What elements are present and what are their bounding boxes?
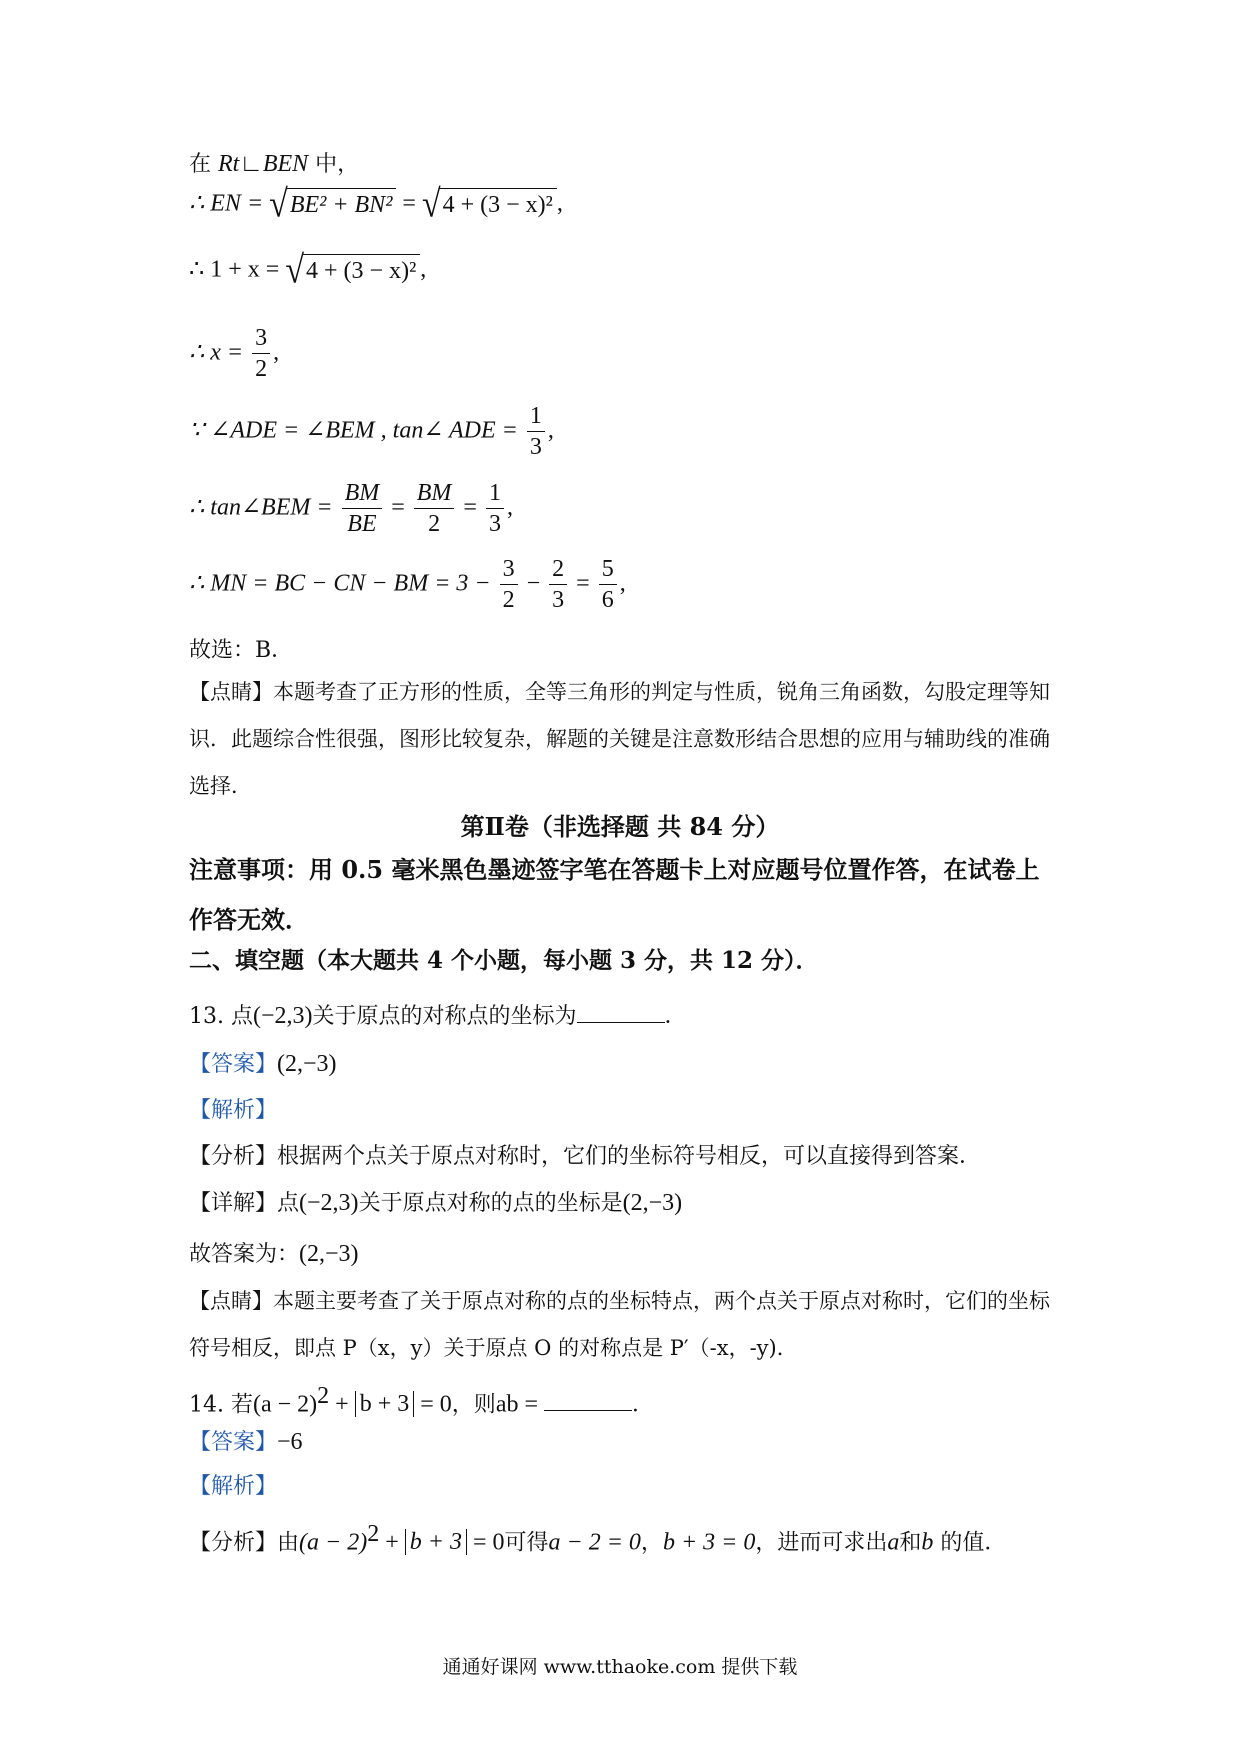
question-number: 13. 点 (189, 1004, 253, 1029)
math-exponent: 2 (367, 1521, 380, 1547)
absolute-value: b + 3 (405, 1529, 467, 1555)
proof-line-3 (189, 249, 427, 292)
page-footer: 通通好课网 www.tthaoke.com 提供下载 (442, 1656, 798, 1678)
math-text: (a − 2) (299, 1529, 368, 1556)
math-text: (2,−3) (622, 1190, 683, 1216)
math-text: , (556, 190, 563, 217)
text: 的值． (933, 1530, 1007, 1556)
proof-line-5 (189, 403, 554, 461)
answer-value: −6 (277, 1429, 303, 1455)
math-text: = 0 (414, 1391, 452, 1418)
text: 中， (315, 152, 360, 177)
text: 由 (277, 1530, 300, 1556)
math-text: Rt (218, 151, 240, 177)
math-text: + (379, 1529, 405, 1556)
answer-value: (2,−3) (277, 1051, 337, 1077)
math-exponent: 2 (317, 1383, 330, 1409)
q13-fenxi (189, 1144, 981, 1170)
notice-paragraph: 注意事项：用 0.5 毫米黑色墨迹签字笔在答题卡上对应题号位置作答，在试卷上作答无效． (189, 855, 1040, 934)
text: 点 (277, 1191, 300, 1216)
text: 关于原点对称的点的坐标是 (358, 1191, 623, 1216)
q13-analysis-tag: 【解析】 (189, 1098, 278, 1123)
proof-line-7 (189, 556, 626, 614)
fenxi-text: 根据两个点关于原点对称时，它们的坐标符号相反，可以直接得到答案． (277, 1144, 982, 1169)
math-text: (a − 2) (252, 1391, 318, 1418)
comment-paragraph (189, 669, 1059, 810)
sqrt-expression: √ BE² + BN² (269, 188, 396, 222)
proof-line-6 (189, 480, 513, 538)
part-title: 二、填空题（本大题共 4 个小题，每小题 3 分，共 12 分）． (189, 947, 819, 974)
fraction: $\frac{BM}{2}$ (414, 480, 455, 538)
math-text: ∴ EN = (189, 190, 270, 217)
math-text: (2,−3) (299, 1241, 359, 1267)
detail-tag: 【详解】 (189, 1191, 278, 1216)
fraction: $\frac{3}{2}$ (252, 325, 270, 383)
radicand: 4 + (3 − x)² (439, 188, 557, 222)
comment-text: 本题主要考查了关于原点对称的点的坐标特点，两个点关于原点对称时，它们的坐标符号相反，即点 P（x，y）关于原点 O 的对称点是 P′（-x，-y)． (189, 1289, 1050, 1360)
comment-tag: 【点睛】 (189, 680, 273, 704)
text: ． (664, 1004, 687, 1029)
text: ， (640, 1530, 663, 1556)
fraction: $\frac{5}{6}$ (599, 556, 617, 614)
math-text: (−2,3) (252, 1003, 313, 1029)
math-text: ∵ ∠ADE = ∠BEM , tan∠ ADE = (189, 417, 524, 444)
fenxi-tag: 【分析】 (189, 1144, 278, 1169)
text: 在 (189, 152, 212, 177)
math-text: b (921, 1529, 934, 1556)
q13-final (189, 1240, 359, 1269)
text: ，进而可求出 (755, 1530, 888, 1556)
text: ，则 (451, 1392, 496, 1418)
q13-comment-paragraph (189, 1278, 1059, 1372)
fraction: $\frac{2}{3}$ (549, 556, 567, 614)
comment-text: 本题考查了正方形的性质，全等三角形的判定与性质，锐角三角函数，勾股定理等知识．此题综合性很强，图形比较复杂，解题的关键是注意数形结合思想的应用与辅助线的准确选择． (189, 680, 1050, 798)
math-text: ab = (495, 1391, 544, 1418)
radicand: BE² + BN² (286, 188, 397, 222)
sqrt-expression: √ 4 + (3 − x)² (422, 188, 557, 222)
math-text: = (385, 494, 411, 521)
answer-tag: 【答案】 (189, 1052, 278, 1077)
question-14 (189, 1382, 654, 1419)
q14-analysis-tag: 【解析】 (189, 1474, 278, 1499)
math-text: (−2,3) (299, 1190, 359, 1216)
math-text: , (420, 256, 427, 283)
question-13 (189, 1002, 687, 1031)
math-text: = (457, 494, 483, 521)
proof-line-2 (189, 183, 563, 226)
math-text: − (520, 570, 547, 597)
math-text: ∴ tan∠BEM = (189, 494, 339, 521)
q13-answer-line (189, 1050, 337, 1079)
math-text: a (887, 1529, 900, 1556)
math-text: = (570, 570, 596, 597)
question-number: 14. 若 (189, 1392, 253, 1418)
sqrt-expression: √ 4 + (3 − x)² (285, 254, 420, 288)
absolute-value: b + 3 (355, 1391, 415, 1417)
math-text: , (273, 339, 280, 366)
answer-blank (544, 1392, 632, 1411)
math-text: + (329, 1391, 355, 1418)
proof-line-4 (189, 325, 279, 383)
math-text: = 0 (466, 1529, 505, 1556)
q14-answer-line (189, 1428, 303, 1457)
answer-blank (577, 1004, 665, 1023)
choice-line: 故选：B． (189, 638, 294, 663)
math-text: ∴ 1 + x = (189, 256, 286, 283)
radicand: 4 + (3 − x)² (302, 254, 420, 288)
math-text: , (506, 494, 513, 521)
text: ． (632, 1392, 655, 1418)
text: 可得 (504, 1530, 549, 1556)
right-angle-symbol: ∟ (239, 151, 263, 177)
answer-tag: 【答案】 (189, 1430, 278, 1455)
math-text: BEN (262, 151, 309, 177)
math-text: = (396, 190, 422, 217)
fraction: $\frac{1}{3}$ (486, 480, 504, 538)
math-text: b + 3 = 0 (662, 1529, 756, 1556)
math-text: ∴ x = (189, 339, 250, 366)
text: 和 (899, 1530, 922, 1556)
fraction: $\frac{1}{3}$ (527, 403, 545, 461)
math-text: ∴ MN = BC − CN − BM = 3 − (189, 570, 497, 597)
q13-detail (189, 1189, 682, 1218)
q14-fenxi (189, 1520, 1006, 1557)
math-text: , (619, 570, 626, 597)
comment-tag: 【点睛】 (189, 1289, 273, 1313)
fraction: $\frac{BM}{BE}$ (342, 480, 383, 538)
proof-line-1 (189, 150, 359, 179)
section-title: 第Ⅱ卷（非选择题 共 84 分） (460, 812, 780, 841)
text: 故答案为： (189, 1242, 300, 1267)
fenxi-tag: 【分析】 (189, 1530, 278, 1556)
text: 关于原点的对称点的坐标为 (312, 1004, 577, 1029)
math-text: a − 2 = 0 (548, 1529, 641, 1556)
fraction: $\frac{3}{2}$ (500, 556, 518, 614)
math-text: , (547, 417, 554, 444)
